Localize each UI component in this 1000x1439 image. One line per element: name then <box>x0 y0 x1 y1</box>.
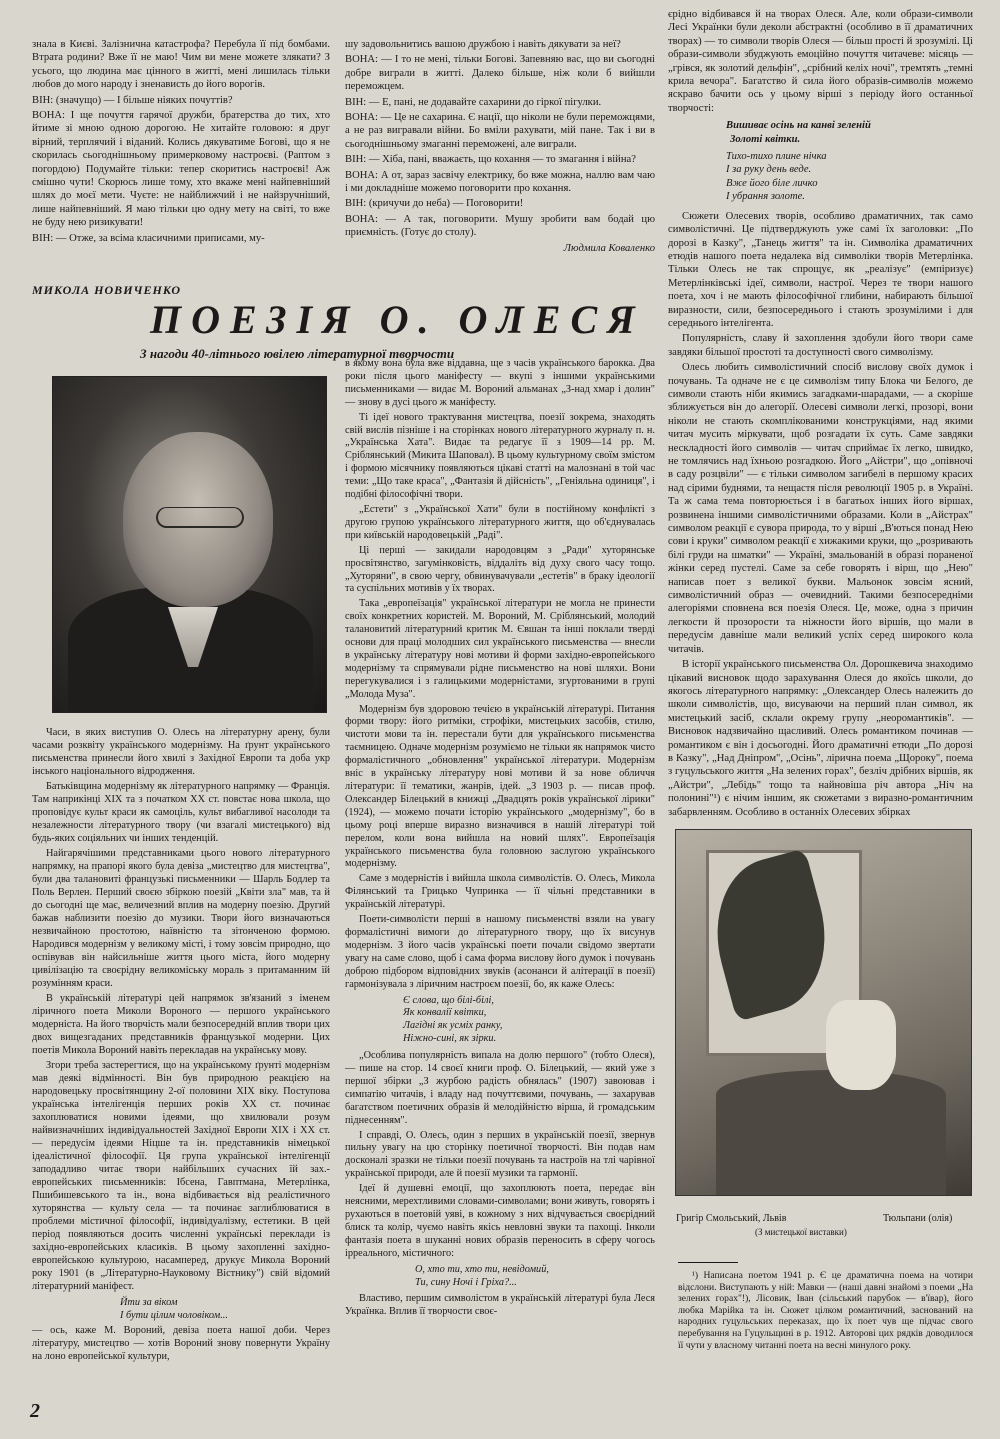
verse-line: Йти за віком <box>120 1297 178 1308</box>
painting-title-caption: Тюльпани (олія) <box>883 1213 953 1224</box>
paragraph: Найгарячішими представниками цього нового літературного напрямку, на прапорі якого була девіза „мистецтво для мистецтва", були два талановиті французькі письменники — Шарль Бодлер та Поль Верлен. Перший своєю збіркою поезій „Квіти зла" мав, та й до сьогодні ще має, величезний вплив на модерну поезію. Другий бажав наблизити поезію до музики. Твори його визначаються незвичайною простотою, наївністю та зітонченою формою. Народився модернізм у великому місті, і тому зовсім природно, що оспівував він найсильніше життя цього міста, його модерну цивілізацію та своєрідну великоміську мораль з притаманним їй розумінням краси. <box>32 848 330 989</box>
footnote-divider <box>678 1262 738 1263</box>
painting-exhibition-caption: (З мистецької виставки) <box>755 1227 847 1237</box>
paragraph: Сюжети Олесевих творів, особливо драматичних, так само символістичні. Це підтверджують уже самі їх заголовки: „По дорозі в Казку", „Танець життя" та ін. Символіка драматичних етюдів нашого поета недалека від символіки творів Метерлінка. Тільки Олесь не так спрощує, як „реалізує" (емпіризує) Метерлінківські ідеї, символи, настрої. Через те твори нашого поета, хоч і не мають філософічної глибини, набирають більшої виразности, сили, безпосереднього і стають зрозумілими і для середнього інтелігента. <box>668 210 973 329</box>
article-author: МИКОЛА НОВИЧЕНКО <box>32 283 182 297</box>
poem-excerpt <box>415 1264 655 1290</box>
paragraph: — ось, каже М. Вороний, девіза поета нашої доби. Через літературу, мистецтво — хотів Вороний знову повернути Україну на лоно европейської культури, <box>32 1325 330 1362</box>
paragraph: Ідеї й душевні емоції, що захоплюють поета, передає він неясними, мерехтливими словами-символами; вони живуть, говорять і рухаються в поетовій уяві, в кожному з них відчувається своєрідний блиск та колір, чуємо навіть якісь невловні звуки та пахощі. Інколи фантазія поета в шуканні нових образів переносить в сферу чогось ірреального, містичного: <box>345 1183 655 1259</box>
paragraph: Батьківщина модернізму як літературного напрямку — Франція. Там наприкінці XIX та з початком XX ст. повстає нова школа, що проповідує культ краси як самоціль, культ вибагливої насолоди та незалежности літературного твору (чи взагалі мистецького) від будь-яких соціяльних чи інших тенденцій. <box>32 781 330 844</box>
paragraph: ВІН: (кричучи до неба) — Поговорити! <box>345 198 524 210</box>
paragraph: „Естети" з „Української Хати" були в постійному конфлікті з другою групою українського літературного життя, що об'єднувалась при київській народовецькій „Раді". <box>345 503 655 541</box>
paragraph: єрідно відбивався й на творах Олеся. Але, коли образи-символи Лесі Українки були деколи абстрактні (особливо в її драматичних творах) — то символи творів Олеся — більш прості й зрозумілі. Ці образи-символи збуджують емоційно почуття читачеве: місяць — „грівся, як золотий дельфін", „срібний келіх ночі", тремтять „темні крила вечора". Багатство й сила його образів-символів можемо яскраво бачити ось у цьому вірші з періоду його останньої творчості: <box>668 9 973 114</box>
verse-line: І убрання золоте. <box>726 191 805 203</box>
paragraph: Олесь любить символістичний спосіб вислову своїх думок і почувань. Та одначе не є це символізм типу Блока чи Белого, де символи стають ніби якимись загадками-шарадами, — а скоріше зближується він до алегорії. Олесеві символи легкі, прозорі, вони ніколи не стають скомплікованими конструкціями, над якими читач мусить міркувати, щоб розгадати їх суть. Саме завдяки нескладності його символів — читач сприймає їх легко, швидко, не томлячись над їхньою розгадкою. Його „Айстри", що „опівночі в саду розцвіли" — є тільки символом загибелі в першому красих над сірими буднями, та нещастя після революції 1905 р. в Україні. Та ж сама тема повторюється і в багатьох інших його віршах, розвинена іншими символістичними образами. Коли в „Айстрах" символом реакції є сувора природа, то у вірші „В'ються понад Нею сови і круки" символом реакції є хижакими круки, що „розривають білі груди на шматки" — Україні, змальованій в образі пораненої жінки серед пустелі. Саме за себе говорять і вірш, що „Нею" написав поет з великої букви. Мальонок зовсім ясний, символістичний образ — очевидний. Такими безпосередніми алегоріями сповнена вся поезія Олеся. Це, може, одна з причин легкости й прозорости та ніжности його віршів, що мали в передусім давніше мали великий успіх серед широкого кола читачів. <box>668 362 973 655</box>
dialogue-column-middle <box>345 38 655 255</box>
quote-verse <box>120 1296 330 1322</box>
paragraph: ВОНА: — Це не сахарина. Є нації, що ніколи не були переможцями, а не раз вигравали війни. Бо вміли рахувати, мій пане. Так і ви в сьогоднішньому змаганні переможені, але виграли. <box>345 112 655 150</box>
paragraph: Властиво, першим символістом в українській літературі була Леся Українка. Вплив її творчости своє- <box>345 1293 655 1318</box>
paragraph: ВІН: — Е, пані, не додавайте сахарини до гіркої пігулки. <box>345 96 602 108</box>
painting-artist-caption: Григір Смольський, Львів <box>676 1213 787 1224</box>
paragraph: Згори треба застерегтися, що на українському ґрунті модернізм мав деякі відмінності. Він був природною реакцією на народовецьку просвітянщину 2-ої половини XIX віку. Поступова українська інтелігенція перших років XX ст. починає захоплюватися новими ідеями, що хвилювали розум найвизначніших індивідуальностей Західної Европи XIX і XX ст. — передусім ідеями Ніцше та ін. представників німецької ідеалістичної філософії. Ця група української інтелігенції заподадливо читає твори найбільших сучасних їй зах.-европейських письменників: Ібсена, Гавптмана, Метерлінка, Пшибишевського та ін., вона відбивається від реалістичного хуторянства — культу села — та починає заглиблюватися в проблеми містичної філософії, індивідуалізму, естетики. В цей період появляються досить численні українські переклади із західно-европейських класиків. В цьому захопленні західно-европейською культурою, насамперед, друкує Микола Вороний року 1901 (в „Літературно-Науковому Вістнику") свій відомий літературний маніфест. <box>32 1060 330 1292</box>
dialogue-signature: Людмила Коваленко <box>563 242 655 254</box>
verse-line: Золоті квітки. <box>730 133 801 145</box>
paragraph: В історії українського письменства Ол. Дорошкевича знаходимо цікавий висновок щодо зарахування Олеся до якоїсь школи, до якогось літературного напрямку: „Олександер Олесь належить до школи символістів, що, висуваючи на перший план символ, як мистецький засіб, склали окрему групу „неоромантиків". — Висновок надзвичайно щасливий. Олесь романтиком починав — романтиком є він і досьогодні. Його драматичні етюди „По дорозі в Казку", „Над Дніпром", „Осінь", лірична поема „Щороку", поема з гуцульського життя „На зелених горах", безліч дрібних віршів, як „Айстри", „Лебідь" тощо та найновіша річ автора „Ніч на полонині"¹) є нічим іншим, як сюжетами з виразно-романтичним забарвленням. Особливо в останніх Олесевих збірках <box>668 659 973 818</box>
verse-line: О, хто ти, хто ти, невідомий, <box>415 1263 549 1275</box>
verse-line: Вишиває осінь на канві зеленій <box>726 120 871 132</box>
paragraph: Часи, в яких виступив О. Олесь на літературну арену, були часами розквіту українського модернізму. На ґрунт українського письменства принесли його хвилі з Західної Европи та доба укр інського національного відродження. <box>32 727 330 777</box>
paragraph: знала в Києві. Залізнична катастрофа? Перебула її під бомбами. Втрата родини? Вже її не маю! Чим ви мене можете злякати? З усього, що людина має цінного в житті, мені лишилась тільки любов до мого народу і зненависть до його ворогів. <box>32 39 330 91</box>
verse-line: Як конвалії квітки, <box>403 1007 487 1019</box>
paragraph: І справді, О. Олесь, один з перших в українській поезії, звернув пильну увагу на цю сторінку поетичної творчості. Він подав нам досконалі зразки не тільки поезії почувань та настроїв на тлі чарівної української природи, але й поезії музики та гармонії. <box>345 1129 655 1180</box>
paragraph: В українській літературі цей напрямок зв'язаний з іменем ліричного поета Миколи Вороного — першого українського модерніста. На його творчість мали безпосередній вплив твори цих двох вищезгаданих представників французької модерни. Цих поетів Микола Вороний навіть перекладав на українську мову. <box>32 993 330 1056</box>
footnote-text: ¹) Написана поетом 1941 р. Є це драматична поема на чотири відслони. Виступають у ній: Мавки — (наші давні знайомі з поеми „На зелених горах"!), Лісовик, Іван (сільський парубок — в'ївар), його любка Марійка та ін. Сюжет цілком романтичний, заснований на народних гуцульських переказах, що їх поет чув ще підчас свого перебування на Гуцульщині в р. 1912. Авторові цих рядків доводилося її чути у власному читанні поета на весні минулого року. <box>678 1270 973 1351</box>
paragraph: Поети-символісти перші в нашому письменстві взяли на увагу формалістичні вимоги до літературного твору, що їх висунув модернізм. З його часів українські поети почали свідомо звертати увагу на саме слово, щоб і сама форма вислову його думок і почувань доброю підбором відповідних звуків (асонанси й алітерації в поезії) гармонізувала з ліричним настроєм поезії, бо, як каже Олесь: <box>345 914 655 990</box>
paragraph: ВОНА: — І то не мені, тільки Богові. Запевняю вас, що ви сьогодні добре виграли в житті. Далеко більше, ніж коли б вийшли переможцем. <box>345 54 655 93</box>
paragraph: Саме з модерністів і вийшла школа символістів. О. Олесь, Микола Філянський та Грицько Чупринка — її чільні представники в українській літературі. <box>345 873 655 911</box>
verse-line: І за руку день веде. <box>726 164 812 176</box>
dialogue-column-left <box>32 38 330 247</box>
paragraph: Популярність, славу й захоплення здобули його твори саме завдяки більшої простоті та доступності свого символізму. <box>668 333 973 358</box>
article-column-middle <box>345 358 655 1321</box>
paragraph: Ті ідеї нового трактування мистецтва, поезії зокрема, знаходять свій вислів пізніше і на сторінках нового літературного журналу п. н. „Українська Хата". Видає та редагує її з 1909—14 рр. М. Сріблянський (Микита Шаповал). В цьому культурному своїм змістом і формою місячнику появляються цікаві статті на малознані в той час теми: „Що таке краса", „Фантазія й дійсність", „Геніяльна одиниця", і подібні філософічні твори. <box>345 411 655 501</box>
paragraph: ВІН: — Хіба, пані, вважаєть, що кохання — то змагання і війна? <box>345 154 636 166</box>
page-number: 2 <box>30 1400 40 1422</box>
verse-line: Тихо-тихо плине нічка <box>726 151 827 163</box>
verse-line: Ти, сину Ночі і Гріха?... <box>415 1276 517 1288</box>
portrait-glasses <box>156 507 244 528</box>
verse-line: Вже його біле личко <box>726 177 818 189</box>
paragraph: Ці перші — закидали народовцям з „Ради" хуторянське просвітянство, загумінковість, віддаліть від духу свого часу тощо. „Хуторяни", в свою чергу, обвинувачували „естетів" в браку ідеології та суспільних мотивів у їх творах. <box>345 544 655 595</box>
portrait-photo <box>52 376 327 713</box>
paragraph: в якому вона була вже віддавна, ще з часів українського барокка. Два роки після цього маніфесту — вкупі з іншими українськими письменниками — видає М. Вороний альманах „З-над хмар і долин" — знову в дусі цього ж маніфесту. <box>345 358 655 408</box>
verse-line: Є слова, що білі-білі, <box>403 994 494 1006</box>
paragraph: шу задовольнитись вашою дружбою і навіть дякувати за неї? <box>345 39 621 50</box>
footnote <box>678 1270 973 1353</box>
article-subtitle: З нагоди 40-літнього ювілею літературної творчости <box>140 346 455 361</box>
verse-line: Ніжно-сині, як зірки. <box>403 1033 497 1045</box>
painting-image <box>675 829 972 1196</box>
paragraph: ВОНА: — А так, поговорити. Мушу зробити вам бодай цю приємність. (Готує до столу). <box>345 213 655 239</box>
poem-excerpt <box>726 119 973 203</box>
verse-line: Лагідні як усміх ранку, <box>403 1020 503 1032</box>
paragraph: ВОНА: І ще почуття гарячої дружби, братерства до тих, хто йтиме зі мною одною дорогою. Не хитайте головою: я друг вірний, терплячий і віданий. Колись дякуватиме Богові, що я не скорилась сьогоднішньому примерковому настроєві. (Раптом з погордою) Подумайте тільки: тепер скоритись настроєві! Аж смішно чути! Скорюсь лише тому, хто вкаже мені найпевніший шлях до моєї мети. Чуєте: не найближчий і не найзручніший, лише найпевніший. Я маю тільки цю одну мету на світі, то вже не буду нею ризикувати! <box>32 110 330 229</box>
paragraph: Модернізм був здоровою течією в українській літературі. Питання форми твору: його ритміки, строфіки, мистецьких засобів, стилю, чистоти мови та ін. перестали бути для українського письменства таємницею. Одначе модернізм розуміємо не тільки як напрямок чисто формалістичного „обновлення" української літератури. Модернізм вніс в українську літературу нові мотиви й за нове обличчя літератури: її тематики, жанрів, ідей. „З 1903 р. — писав проф. Олександер Білецький в книжці „Двадцять років української лірики" (1924), — можемо почати історію українського „модернізму", бо в цьому році вперше виразно визначився в нашій літературі той перелом, коли вона вийшла на новий шлях". Европеїзація українського письменства була головною заслугою українського модернізму. <box>345 703 655 870</box>
article-column-right <box>668 8 973 821</box>
poem-excerpt <box>403 995 655 1047</box>
paragraph: „Особлива популярність випала на долю першого" (тобто Олеся), — пише на стор. 14 своєї книги проф. О. Білецький, — який уже з першої збірки „З журбою радість обнялась" (1907) завоював і симпатію читачів, і владу над почуттєвими, почувань, — захарував багатством поетичних образів й мелодійністю вірша, й громадським піднесенням". <box>345 1050 655 1126</box>
paragraph: ВІН: — Отже, за всіма класичними приписами, му- <box>32 232 265 244</box>
painting-vase <box>826 1000 896 1090</box>
article-column-left <box>32 726 330 1365</box>
painting-table <box>716 1070 946 1195</box>
article-title: ПОЕЗІЯ О. ОЛЕСЯ <box>150 297 645 342</box>
paragraph: ВІН: (значущо) — І більше ніяких почуттів? <box>32 94 233 106</box>
verse-line: І бути цілим чоловіком... <box>120 1310 228 1321</box>
paragraph: ВОНА: А от, зараз засвічу електрику, бо вже можна, наллю вам чаю і ми докладніше можемо поговорити про кохання. <box>345 169 655 195</box>
paragraph: Така „европеїзація" української літератури не могла не принести своїх конкретних користей. М. Вороний, М. Сріблянський, молодий талановитий літературний критик М. Євшан та інші поклали тверді основи для праці молодших сил українського письменства — внесли в українську літературу нові мотиви й форми західно-европейського модернізму та спрямували рідне письменство на нові шляхи. Вони перегукувалися і з галицькими модерністами, згуртованими в групі „Молода Муза". <box>345 598 655 700</box>
